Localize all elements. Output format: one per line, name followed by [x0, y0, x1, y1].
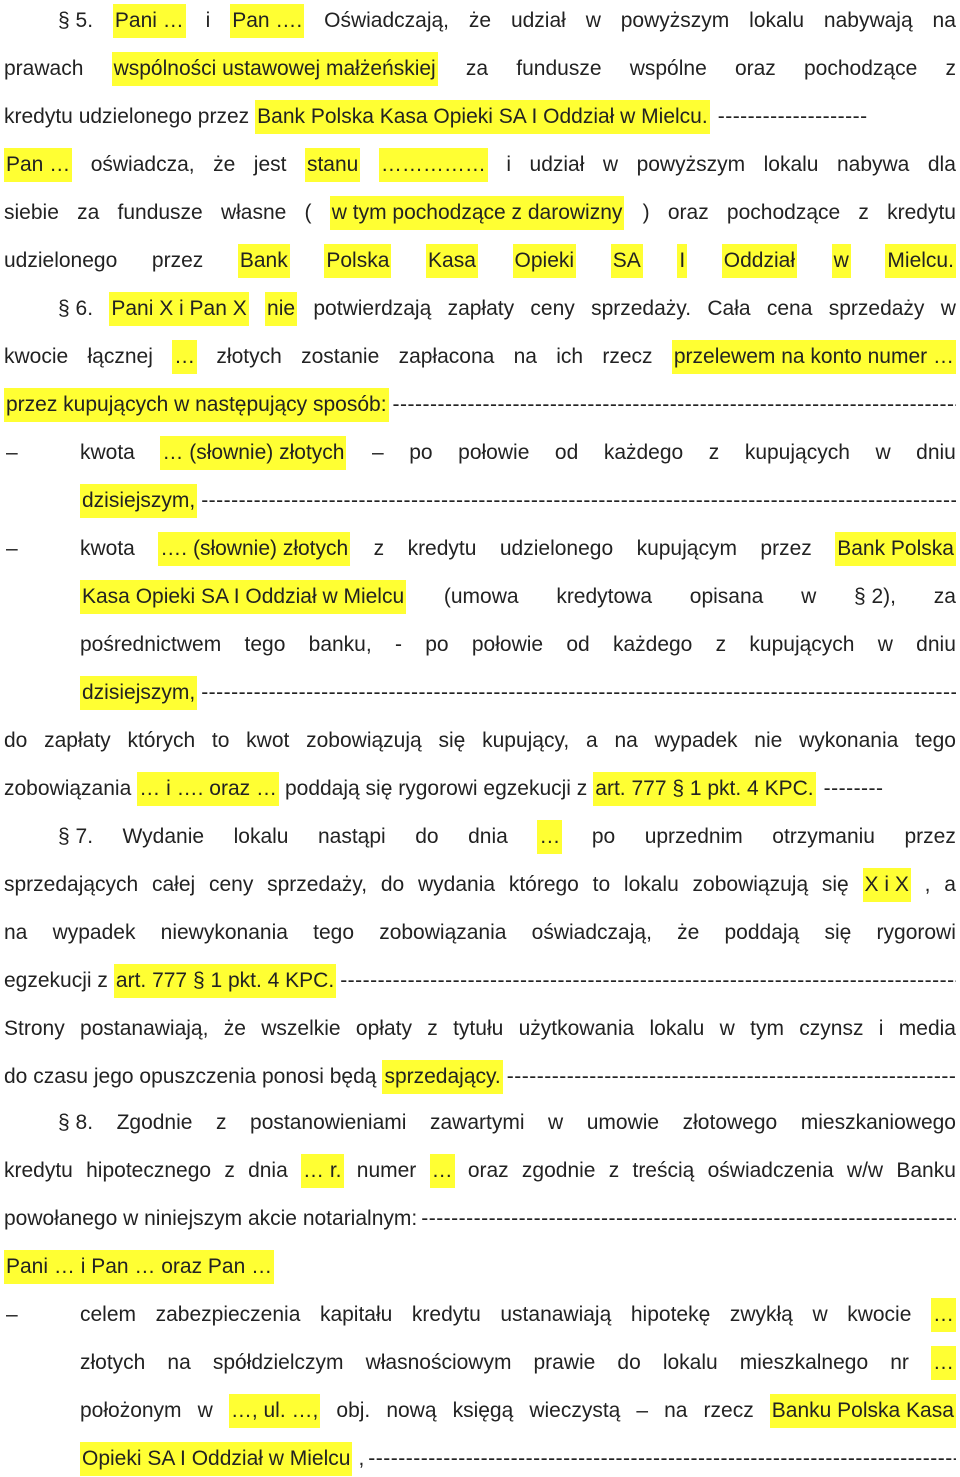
- text-word: numer: [356, 1159, 417, 1182]
- text-word: ,: [924, 873, 931, 896]
- text-word: umowie: [586, 1111, 660, 1134]
- highlighted-text: Banku Polska Kasa: [770, 1394, 956, 1428]
- text-word: zgodnie: [521, 1159, 596, 1182]
- text-word: z: [708, 441, 720, 464]
- text-word: jest: [253, 153, 287, 176]
- highlighted-text: Pan …: [4, 148, 72, 182]
- highlighted-text: Opieki: [513, 244, 577, 278]
- text-word: kupujących: [749, 633, 855, 656]
- text-word: dla: [927, 153, 956, 176]
- text-word: nie: [754, 729, 783, 752]
- text-word: do: [380, 873, 405, 896]
- text-word: połowie: [471, 633, 544, 656]
- dash-filler: [340, 964, 956, 998]
- text-word: pośrednictwem: [80, 633, 222, 656]
- highlighted-text: Pani …: [113, 4, 186, 38]
- text-line: [4, 100, 956, 134]
- text-word: fundusze: [516, 57, 602, 80]
- text-word: wspólne: [629, 57, 707, 80]
- text-word: zawartymi: [429, 1111, 525, 1134]
- text-word: ustanawiają: [500, 1303, 612, 1326]
- text-word: to: [211, 729, 230, 752]
- text-word: za: [465, 57, 489, 80]
- text-word: tego: [915, 729, 956, 752]
- text-word: –: [636, 1399, 649, 1422]
- highlighted-text: sprzedający.: [382, 1060, 502, 1094]
- text-word: zobowiązują: [692, 873, 809, 896]
- text-word: i: [506, 153, 512, 176]
- text-word: (umowa: [443, 585, 519, 608]
- text-word: wypadek: [52, 921, 136, 944]
- text-line: [4, 772, 956, 806]
- highlighted-text: w tym pochodzące z darowizny: [330, 196, 625, 230]
- text-word: dnia: [248, 1159, 288, 1182]
- text-word: cena: [766, 297, 813, 320]
- text-line: [80, 580, 956, 614]
- text-word: na: [614, 729, 638, 752]
- text-word: udział: [529, 153, 585, 176]
- list-dash-marker: –: [6, 441, 18, 464]
- text-word: całej: [152, 873, 196, 896]
- text-word: a: [944, 873, 956, 896]
- text-word: ceny: [530, 297, 575, 320]
- text-word: do: [4, 729, 28, 752]
- highlighted-text: Oddział: [722, 244, 797, 278]
- highlighted-text: …: [931, 1298, 956, 1332]
- highlighted-text: Bank Polska: [835, 532, 956, 566]
- text-word: banku,: [308, 633, 372, 656]
- dash-filler: [507, 1060, 956, 1094]
- text-word: że: [213, 153, 236, 176]
- text-word: rzecz: [703, 1399, 754, 1422]
- text-line: [58, 820, 956, 854]
- text-line: [4, 916, 956, 950]
- highlighted-text: … (słownie) złotych: [160, 436, 346, 470]
- text-word: i: [205, 9, 211, 32]
- highlighted-text: …: [537, 820, 562, 854]
- text-word: a: [586, 729, 598, 752]
- text-word: od: [566, 633, 590, 656]
- text-word: kredytu udzielonego przez: [4, 105, 250, 128]
- text-word: których: [127, 729, 196, 752]
- text-word: poddają się rygorowi egzekucji z: [284, 777, 588, 800]
- text-word: w: [877, 633, 893, 656]
- text-word: po: [591, 825, 616, 848]
- text-word: z: [427, 1017, 438, 1040]
- text-word: tym: [750, 1017, 784, 1040]
- text-line: [80, 1298, 956, 1332]
- text-word: na: [932, 9, 956, 32]
- highlighted-text: …: [931, 1346, 956, 1380]
- text-word: prawach: [4, 57, 84, 80]
- text-word: w: [801, 585, 817, 608]
- text-line: [80, 1442, 956, 1476]
- text-word: do czasu jego opuszczenia ponosi będą: [4, 1065, 377, 1088]
- text-word: na: [4, 921, 28, 944]
- text-word: nową: [386, 1399, 437, 1422]
- text-word: kwot: [246, 729, 290, 752]
- text-word: zwykłą: [729, 1303, 793, 1326]
- text-word: sprzedaży,: [267, 873, 368, 896]
- dash-filler: [393, 388, 956, 422]
- highlighted-text: art. 777 § 1 pkt. 4 KPC.: [593, 772, 815, 806]
- text-line: [4, 724, 956, 758]
- text-word: zobowiązują: [306, 729, 422, 752]
- highlighted-text: …. (słownie) złotych: [158, 532, 350, 566]
- text-word: pochodzące: [726, 201, 841, 224]
- text-word: wypadek: [654, 729, 738, 752]
- text-word: z: [373, 537, 385, 560]
- text-word: dnia: [468, 825, 508, 848]
- text-line: [4, 388, 956, 422]
- text-word: media: [898, 1017, 956, 1040]
- text-word: niewykonania: [160, 921, 288, 944]
- text-word: (: [304, 201, 312, 224]
- text-word: oraz: [467, 1159, 509, 1182]
- list-dash-marker: –: [6, 537, 18, 560]
- text-word: w/w: [846, 1159, 884, 1182]
- text-word: lokalu: [749, 9, 805, 32]
- text-word: w: [585, 9, 601, 32]
- text-word: postanawiają,: [80, 1017, 209, 1040]
- text-word: opłaty: [355, 1017, 412, 1040]
- text-word: Wydanie: [122, 825, 205, 848]
- text-word: zobowiązania: [4, 777, 132, 800]
- highlighted-text: dzisiejszym,: [80, 676, 197, 710]
- text-word: kupujący,: [482, 729, 570, 752]
- text-word: nastąpi: [317, 825, 386, 848]
- text-word: lokalu: [233, 825, 289, 848]
- text-word: w: [719, 1017, 735, 1040]
- text-line: [80, 1346, 956, 1380]
- text-line: [4, 1012, 956, 1046]
- highlighted-text: Pani X i Pan X: [109, 292, 248, 326]
- text-word: złotych: [216, 345, 282, 368]
- text-word: § 5.: [58, 9, 94, 32]
- highlighted-text: Pani … i Pan … oraz Pan …: [4, 1250, 274, 1284]
- text-word: tego: [244, 633, 286, 656]
- text-word: i: [878, 1017, 884, 1040]
- text-word: z: [608, 1159, 620, 1182]
- dash-filler: [368, 1442, 956, 1476]
- text-line: [4, 52, 956, 86]
- text-word: ,: [358, 1447, 365, 1470]
- text-word: nabywają: [823, 9, 913, 32]
- text-word: położonym: [80, 1399, 182, 1422]
- text-word: tego: [313, 921, 354, 944]
- text-word: egzekucji z: [4, 969, 108, 992]
- text-word: dniu: [916, 633, 956, 656]
- text-word: -: [394, 633, 402, 656]
- text-word: każdego: [612, 633, 693, 656]
- text-word: kredytu: [411, 1303, 481, 1326]
- list-dash-marker: –: [6, 1303, 18, 1326]
- text-word: Strony: [4, 1017, 65, 1040]
- text-word: poddają: [724, 921, 800, 944]
- text-word: § 2),: [853, 585, 896, 608]
- text-word: czynsz: [799, 1017, 864, 1040]
- text-word: przez: [904, 825, 956, 848]
- text-word: wszelkie: [261, 1017, 341, 1040]
- highlighted-text: X i X: [863, 868, 911, 902]
- text-word: opisana: [689, 585, 764, 608]
- text-word: --------: [823, 777, 884, 800]
- highlighted-text: …, ul. …,: [229, 1394, 321, 1428]
- text-word: siebie: [4, 201, 59, 224]
- text-word: uprzednim: [644, 825, 743, 848]
- text-word: zostanie: [301, 345, 380, 368]
- text-word: oświadczają,: [531, 921, 652, 944]
- text-word: powyższym: [636, 153, 746, 176]
- text-word: lokalu: [623, 873, 679, 896]
- text-line: [80, 436, 956, 470]
- text-line: [4, 868, 956, 902]
- text-word: udzielonego: [4, 249, 118, 272]
- text-word: mieszkalnego: [739, 1351, 869, 1374]
- text-word: złotych: [80, 1351, 146, 1374]
- text-line: [80, 628, 956, 662]
- text-line: [4, 196, 956, 230]
- highlighted-text: stanu: [305, 148, 360, 182]
- highlighted-text: wspólności ustawowej małżeńskiej: [112, 52, 438, 86]
- text-word: zapłaty: [447, 297, 515, 320]
- highlighted-text: Mielcu.: [885, 244, 956, 278]
- text-line: [4, 148, 956, 182]
- text-word: § 6.: [58, 297, 94, 320]
- text-word: hipotekę: [630, 1303, 711, 1326]
- text-word: --------------------: [717, 105, 868, 128]
- text-word: każdego: [603, 441, 684, 464]
- text-word: nabywa: [836, 153, 910, 176]
- text-word: z: [945, 57, 956, 80]
- text-word: postanowieniami: [250, 1111, 407, 1134]
- text-word: że: [468, 9, 492, 32]
- highlighted-text: ……………: [379, 148, 488, 182]
- highlighted-text: I: [677, 244, 687, 278]
- text-word: kupujących: [744, 441, 850, 464]
- text-word: w: [875, 441, 891, 464]
- text-line: [4, 1202, 956, 1236]
- text-word: wieczystą: [529, 1399, 621, 1422]
- text-word: zabezpieczenia: [155, 1303, 301, 1326]
- text-word: zapłacona: [398, 345, 495, 368]
- text-word: dniu: [916, 441, 956, 464]
- highlighted-text: Kasa: [426, 244, 478, 278]
- text-word: sprzedaży: [828, 297, 925, 320]
- text-word: oświadczenia: [707, 1159, 834, 1182]
- text-line: [4, 244, 956, 278]
- highlighted-text: Opieki SA I Oddział w Mielcu: [80, 1442, 352, 1476]
- text-word: kupującym: [636, 537, 737, 560]
- dash-filler: [201, 676, 956, 710]
- text-word: rzecz: [602, 345, 653, 368]
- text-word: § 7.: [58, 825, 94, 848]
- text-word: ): [642, 201, 650, 224]
- text-word: zobowiązania: [379, 921, 507, 944]
- highlighted-text: Bank Polska Kasa Opieki SA I Oddział w Mielcu.: [255, 100, 710, 134]
- highlighted-text: …: [172, 340, 197, 374]
- text-word: nr: [890, 1351, 909, 1374]
- text-word: celem: [80, 1303, 137, 1326]
- text-word: mieszkaniowego: [800, 1111, 956, 1134]
- text-word: sprzedaży.: [591, 297, 692, 320]
- text-word: w: [602, 153, 619, 176]
- text-word: Zgodnie: [116, 1111, 193, 1134]
- text-word: oraz: [734, 57, 776, 80]
- text-word: się: [438, 729, 466, 752]
- text-word: fundusze: [117, 201, 203, 224]
- text-line: [58, 292, 956, 326]
- text-line: [58, 4, 956, 38]
- dash-filler: [421, 1202, 956, 1236]
- text-word: lokalu: [763, 153, 819, 176]
- text-word: wykonania: [799, 729, 899, 752]
- text-word: w: [548, 1111, 564, 1134]
- highlighted-text: przelewem na konto numer …: [672, 340, 956, 374]
- text-word: prawie: [533, 1351, 596, 1374]
- text-word: oraz: [667, 201, 709, 224]
- text-word: z: [215, 1111, 227, 1134]
- text-word: którego: [508, 873, 579, 896]
- text-word: otrzymaniu: [772, 825, 875, 848]
- highlighted-text: … r.: [301, 1154, 344, 1188]
- highlighted-text: dzisiejszym,: [80, 484, 197, 518]
- text-word: kwota: [80, 441, 135, 464]
- text-word: po: [409, 441, 433, 464]
- text-line: [4, 1154, 956, 1188]
- text-word: na: [167, 1351, 191, 1374]
- text-word: że: [223, 1017, 246, 1040]
- text-word: lokalu: [649, 1017, 705, 1040]
- text-word: kredytu: [4, 1159, 73, 1182]
- highlighted-text: w: [832, 244, 851, 278]
- text-word: kredytu: [887, 201, 956, 224]
- highlighted-text: Pan ….: [230, 4, 304, 38]
- text-line: [80, 676, 956, 710]
- text-word: kwota: [80, 537, 135, 560]
- text-word: po: [425, 633, 449, 656]
- highlighted-text: przez kupujących w następujący sposób:: [4, 388, 389, 422]
- text-word: od: [554, 441, 579, 464]
- text-word: złotowego: [682, 1111, 778, 1134]
- text-word: przez: [151, 249, 204, 272]
- highlighted-text: art. 777 § 1 pkt. 4 KPC.: [114, 964, 336, 998]
- text-word: połowie: [458, 441, 530, 464]
- text-word: z: [224, 1159, 235, 1182]
- highlighted-text: SA: [611, 244, 643, 278]
- text-word: w: [812, 1303, 828, 1326]
- text-word: hipotecznego: [86, 1159, 212, 1182]
- text-word: do: [617, 1351, 641, 1374]
- text-line: [80, 1394, 956, 1428]
- text-word: udział: [510, 9, 566, 32]
- text-word: na: [664, 1399, 688, 1422]
- text-word: z: [715, 633, 727, 656]
- text-word: księgą: [452, 1399, 514, 1422]
- highlighted-text: …: [430, 1154, 455, 1188]
- text-word: oświadcza,: [90, 153, 195, 176]
- text-word: kwocie: [847, 1303, 912, 1326]
- text-line: [80, 532, 956, 566]
- text-word: się: [824, 921, 852, 944]
- text-word: pochodzące: [804, 57, 918, 80]
- text-word: kredytu: [407, 537, 477, 560]
- highlighted-text: … i …. oraz …: [137, 772, 279, 806]
- text-word: zapłaty: [44, 729, 111, 752]
- text-word: własnościowym: [365, 1351, 512, 1374]
- text-word: Cała: [707, 297, 751, 320]
- text-word: użytkowania: [518, 1017, 635, 1040]
- text-word: sprzedających: [4, 873, 139, 896]
- dash-filler: [201, 484, 956, 518]
- text-word: lokalu: [662, 1351, 718, 1374]
- text-word: kwocie: [4, 345, 69, 368]
- text-word: w: [940, 297, 956, 320]
- text-word: wydania: [417, 873, 496, 896]
- text-word: powołanego w niniejszym akcie notarialnym:: [4, 1207, 418, 1230]
- highlighted-text: Bank: [238, 244, 290, 278]
- text-word: powyższym: [620, 9, 730, 32]
- text-word: że: [677, 921, 700, 944]
- text-line: [4, 964, 956, 998]
- text-word: Banku: [896, 1159, 956, 1182]
- text-word: to: [592, 873, 611, 896]
- text-line: [80, 484, 956, 518]
- text-word: kredytowa: [556, 585, 653, 608]
- highlighted-text: Polska: [324, 244, 391, 278]
- text-word: § 8.: [58, 1111, 94, 1134]
- text-word: za: [933, 585, 956, 608]
- text-word: ich: [556, 345, 584, 368]
- text-line: [4, 1060, 956, 1094]
- text-word: za: [77, 201, 100, 224]
- text-word: na: [513, 345, 537, 368]
- text-word: treścią: [632, 1159, 695, 1182]
- text-word: w: [197, 1399, 213, 1422]
- text-word: spółdzielczym: [212, 1351, 344, 1374]
- text-word: ceny: [208, 873, 254, 896]
- text-word: –: [372, 441, 384, 464]
- text-word: przez: [760, 537, 812, 560]
- text-word: potwierdzają: [313, 297, 432, 320]
- text-word: własne: [220, 201, 287, 224]
- text-word: łącznej: [87, 345, 153, 368]
- highlighted-text: Kasa Opieki SA I Oddział w Mielcu: [80, 580, 406, 614]
- text-word: Oświadczają,: [324, 9, 450, 32]
- text-word: udzielonego: [499, 537, 614, 560]
- text-word: rygorowi: [876, 921, 956, 944]
- text-line: [4, 340, 956, 374]
- text-line: [4, 1250, 956, 1284]
- text-line: [58, 1106, 956, 1140]
- highlighted-text: nie: [265, 292, 297, 326]
- text-word: kapitału: [319, 1303, 393, 1326]
- text-word: tytułu: [453, 1017, 504, 1040]
- text-word: do: [415, 825, 439, 848]
- text-word: się: [821, 873, 849, 896]
- text-word: obj.: [336, 1399, 371, 1422]
- text-word: z: [858, 201, 869, 224]
